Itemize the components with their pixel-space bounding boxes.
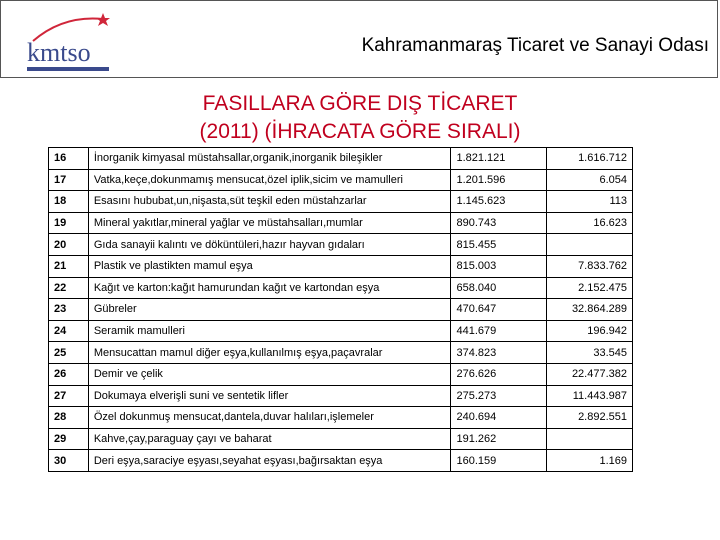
export-value-cell: 815.455	[451, 234, 547, 256]
description-cell: Dokumaya elverişli suni ve sentetik lifler	[88, 385, 451, 407]
code-cell: 24	[49, 320, 89, 342]
description-cell: Deri eşya,saraciye eşyası,seyahat eşyası,bağırsaktan eşya	[88, 450, 451, 472]
export-value-cell: 815.003	[451, 255, 547, 277]
code-cell: 27	[49, 385, 89, 407]
import-value-cell: 2.152.475	[547, 277, 633, 299]
import-value-cell: 11.443.987	[547, 385, 633, 407]
description-cell: Özel dokunmuş mensucat,dantela,duvar halıları,işlemeler	[88, 407, 451, 429]
export-value-cell: 374.823	[451, 342, 547, 364]
description-cell: Mineral yakıtlar,mineral yağlar ve müstahsalları,mumlar	[88, 212, 451, 234]
import-value-cell: 16.623	[547, 212, 633, 234]
import-value-cell: 1.169	[547, 450, 633, 472]
logo-underline	[27, 67, 109, 71]
import-value-cell: 1.616.712	[547, 148, 633, 170]
table-row	[49, 191, 633, 213]
import-value-cell: 7.833.762	[547, 255, 633, 277]
description-cell: Mensucattan mamul diğer eşya,kullanılmış eşya,paçavralar	[88, 342, 451, 364]
table-row	[49, 212, 633, 234]
description-cell: Kağıt ve karton:kağıt hamurundan kağıt ve kartondan eşya	[88, 277, 451, 299]
export-value-cell: 240.694	[451, 407, 547, 429]
table-row	[49, 255, 633, 277]
code-cell: 28	[49, 407, 89, 429]
description-cell: Demir ve çelik	[88, 363, 451, 385]
export-value-cell: 890.743	[451, 212, 547, 234]
code-cell: 25	[49, 342, 89, 364]
import-value-cell: 113	[547, 191, 633, 213]
code-cell: 17	[49, 169, 89, 191]
import-value-cell: 2.892.551	[547, 407, 633, 429]
organization-name: Kahramanmaraş Ticaret ve Sanayi Odası	[361, 35, 709, 56]
table-row	[49, 428, 633, 450]
table-row	[49, 385, 633, 407]
code-cell: 20	[49, 234, 89, 256]
trade-table	[48, 147, 633, 472]
export-value-cell: 1.145.623	[451, 191, 547, 213]
page-title	[0, 90, 720, 146]
logo-text: kmtso	[27, 38, 91, 67]
export-value-cell: 275.273	[451, 385, 547, 407]
code-cell: 18	[49, 191, 89, 213]
code-cell: 30	[49, 450, 89, 472]
export-value-cell: 276.626	[451, 363, 547, 385]
star-icon	[96, 13, 110, 26]
code-cell: 21	[49, 255, 89, 277]
import-value-cell: 22.477.382	[547, 363, 633, 385]
table-row	[49, 320, 633, 342]
export-value-cell: 160.159	[451, 450, 547, 472]
code-cell: 23	[49, 299, 89, 321]
code-cell: 29	[49, 428, 89, 450]
table-row	[49, 234, 633, 256]
export-value-cell: 470.647	[451, 299, 547, 321]
trade-table-body	[49, 148, 633, 472]
import-value-cell	[547, 428, 633, 450]
header-bar	[0, 0, 718, 78]
export-value-cell: 658.040	[451, 277, 547, 299]
export-value-cell: 191.262	[451, 428, 547, 450]
kmtso-logo	[23, 11, 113, 75]
description-cell: Seramik mamulleri	[88, 320, 451, 342]
description-cell: Gübreler	[88, 299, 451, 321]
description-cell: Esasını hububat,un,nişasta,süt teşkil eden müstahzarlar	[88, 191, 451, 213]
code-cell: 26	[49, 363, 89, 385]
table-row	[49, 450, 633, 472]
title-line-1: FASILLARA GÖRE DIŞ TİCARET	[202, 92, 518, 115]
table-row	[49, 407, 633, 429]
table-row	[49, 299, 633, 321]
code-cell: 19	[49, 212, 89, 234]
description-cell: Kahve,çay,paraguay çayı ve baharat	[88, 428, 451, 450]
description-cell: Vatka,keçe,dokunmamış mensucat,özel iplik,sicim ve mamulleri	[88, 169, 451, 191]
table-row	[49, 169, 633, 191]
table-row	[49, 363, 633, 385]
description-cell: Gıda sanayii kalıntı ve döküntüleri,hazır hayvan gıdaları	[88, 234, 451, 256]
table-row	[49, 148, 633, 170]
export-value-cell: 1.201.596	[451, 169, 547, 191]
title-line-2: (2011) (İHRACATA GÖRE SIRALI)	[199, 120, 521, 143]
code-cell: 16	[49, 148, 89, 170]
description-cell: Plastik ve plastikten mamul eşya	[88, 255, 451, 277]
table-row	[49, 342, 633, 364]
export-value-cell: 1.821.121	[451, 148, 547, 170]
import-value-cell: 196.942	[547, 320, 633, 342]
code-cell: 22	[49, 277, 89, 299]
import-value-cell: 6.054	[547, 169, 633, 191]
description-cell: İnorganik kimyasal müstahsallar,organik,inorganik bileşikler	[88, 148, 451, 170]
import-value-cell: 32.864.289	[547, 299, 633, 321]
export-value-cell: 441.679	[451, 320, 547, 342]
import-value-cell	[547, 234, 633, 256]
table-row	[49, 277, 633, 299]
import-value-cell: 33.545	[547, 342, 633, 364]
